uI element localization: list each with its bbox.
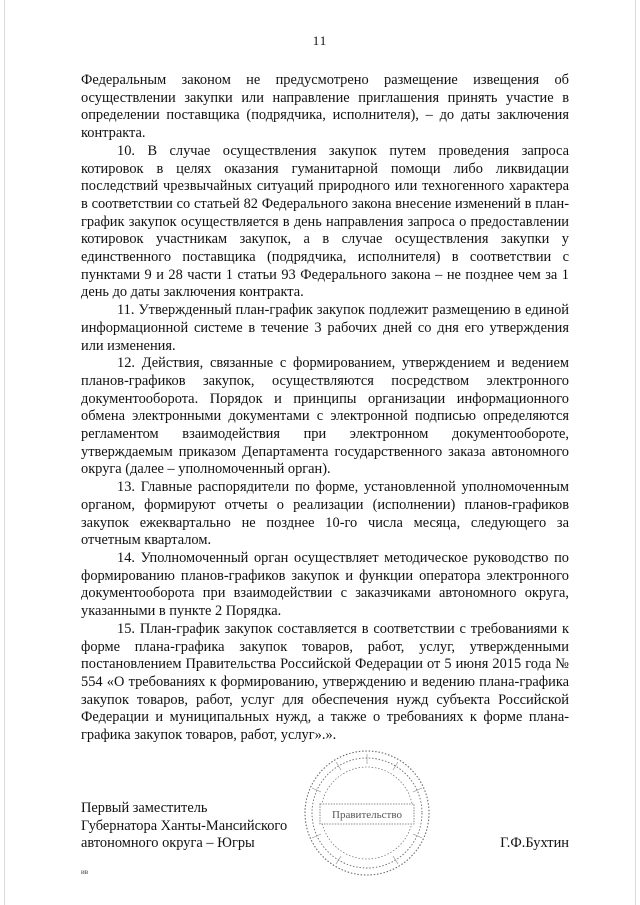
- signatory-title-line: Первый заместитель: [81, 800, 208, 816]
- seal-label: Правительство: [332, 809, 402, 821]
- scan-edge-left: [4, 0, 5, 905]
- page-number: 11: [312, 33, 328, 48]
- paragraph-13: 13. Главные распорядители по форме, установленной уполномоченным органом, формируют отчеты о реализации (исполнении) планов-графиков закупок ежеквартально не позднее 10-го числа месяца, следующего за отчетным кварталом.: [81, 479, 569, 549]
- signatory-title: [81, 800, 569, 853]
- paragraph-15: 15. План-график закупок составляется в соответствии с требованиями к форме плана-графика закупок товаров, работ, услуг, утвержденными постановлением Правительства Российской Федерации от 5 июня 2015 года № 554 «О требованиях к формированию, утверждению и ведению плана-графика закупок товаров, работ, услуг для обеспечения нужд субъекта Российской Федерации и муниципальных нужд, а также о требованиях к форме плана-графика закупок товаров, работ, услуг».».: [81, 620, 569, 744]
- document-body: [81, 72, 569, 745]
- signature-block: [81, 800, 569, 853]
- paragraph-11: 11. Утвержденный план-график закупок подлежит размещению в единой информационной системе в течение 3 рабочих дней со дня его утверждения или изменения.: [81, 302, 569, 354]
- footer-code: ив: [81, 868, 89, 876]
- signatory-title-line: автономного округа – Югры: [81, 835, 255, 852]
- signatory-title-line: Губернатора Ханты-Мансийского: [81, 817, 288, 834]
- paragraph-14: 14. Уполномоченный орган осуществляет методическое руководство по формированию планов-графиков закупок и функции оператора электронного документооборота при взаимодействии с заказчиками автономного округа, указанными в пункте 2 Порядка.: [81, 549, 569, 620]
- signatory-name: Г.Ф.Бухтин: [500, 835, 569, 851]
- paragraph-continuation: Федеральным законом не предусмотрено размещение извещения об осуществлении закупки или направление приглашения принять участие в определении поставщика (подрядчика, исполнителя), – до даты заключения контракта.: [81, 72, 569, 142]
- paragraph-10: 10. В случае осуществления закупок путем проведения запроса котировок в целях оказания гуманитарной помощи либо ликвидации последствий чрезвычайных ситуаций природного или техногенного характера в соответствии со статьей 82 Федерального закона внесение изменений в план-график закупок осуществляется в день направления запроса о предоставлении котировок участникам закупок, а в случае осуществления закупки у единственного поставщика (подрядчика, исполнителя) в соответствии с пунктами 9 и 28 части 1 статьи 93 Федерального закона – не позднее чем за 1 день до даты заключения контракта.: [81, 142, 569, 301]
- paragraph-12: 12. Действия, связанные с формированием, утверждением и ведением планов-графиков закупок, осуществляются посредством электронного документооборота. Порядок и принципы организации информационного обмена электронными документами с электронной подписью определяются регламентом взаимодействия при электронном документообороте, утверждаемым приказом Департамента государственного заказа автономного округа (далее – уполномоченный орган).: [81, 355, 569, 478]
- scan-edge-right: [635, 0, 636, 905]
